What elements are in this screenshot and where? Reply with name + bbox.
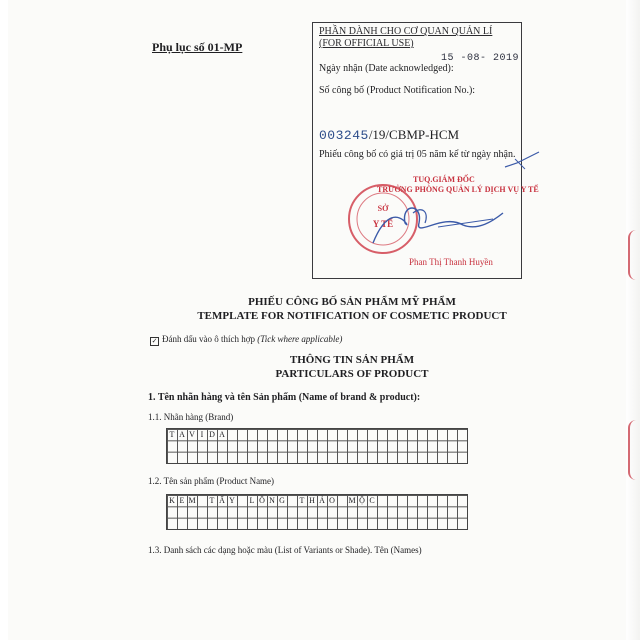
notification-number-suffix: /19/CBMP-HCM xyxy=(368,127,460,142)
section-title-en: PARTICULARS OF PRODUCT xyxy=(275,368,429,380)
notification-number-value: 003245 xyxy=(319,128,369,143)
grid-char xyxy=(237,495,247,506)
section-title-vn: THÔNG TIN SẢN PHẨM xyxy=(289,354,415,366)
question-1-3-label: 1.3. Danh sách các dạng hoặc màu (List of Variants or Shade). Tên (Names) xyxy=(148,545,422,555)
question-1-2-label: 1.2. Tên sản phẩm (Product Name) xyxy=(148,476,275,486)
grid-char: A xyxy=(179,430,185,439)
grid-char: T xyxy=(299,496,305,505)
official-header-vn: PHẦN DÀNH CHO CƠ QUAN QUẢN LÍ xyxy=(319,26,493,37)
grid-char: T xyxy=(169,430,175,439)
date-acknowledged-label: Ngày nhận (Date acknowledged): xyxy=(319,63,454,74)
question-1-1-label: 1.1. Nhãn hàng (Brand) xyxy=(148,412,234,422)
grid-char: D xyxy=(209,430,215,439)
checkbox-checked-icon: ✓ xyxy=(151,337,158,345)
appendix-label: Phụ lục số 01-MP xyxy=(152,40,243,54)
grid-char: N xyxy=(269,496,275,505)
grid-char: M xyxy=(348,496,356,505)
grid-char: Ả xyxy=(319,496,325,505)
notification-number xyxy=(319,127,459,143)
next-page-seal-edge xyxy=(628,230,638,280)
signer-name: Phan Thị Thanh Huyền xyxy=(409,257,493,267)
validity-note: Phiếu công bố có giá trị 05 năm kể từ ngày nhận. xyxy=(319,149,516,160)
document-page xyxy=(8,0,629,640)
grid-char: H xyxy=(309,496,315,505)
grid-char xyxy=(197,495,207,506)
pen-mark-icon xyxy=(503,149,543,171)
document-title-en: TEMPLATE FOR NOTIFICATION OF COSMETIC PRODUCT xyxy=(197,310,507,322)
grid-char: T xyxy=(209,496,215,505)
grid-char: L xyxy=(249,496,255,505)
tick-instruction xyxy=(150,334,342,346)
grid-char: K xyxy=(169,496,175,505)
tick-instruction-vn: Đánh dấu vào ô thích hợp xyxy=(162,334,255,344)
grid-char: O xyxy=(329,496,335,505)
grid-char xyxy=(287,495,297,506)
grid-char: Ô xyxy=(259,496,265,505)
official-header-en: (FOR OFFICIAL USE) xyxy=(319,38,414,49)
grid-char: Y xyxy=(229,496,235,505)
grid-char: M xyxy=(188,496,196,505)
svg-text:SỞ: SỞ xyxy=(377,204,389,213)
question-1-label: 1. Tên nhãn hàng và tên Sản phẩm (Name of brand & product): xyxy=(148,392,421,403)
brand-name-grid xyxy=(166,428,468,464)
date-stamp: 15 -08- 2019 xyxy=(441,53,520,64)
grid-char: G xyxy=(279,496,285,505)
page-edge xyxy=(626,0,640,640)
tick-instruction-en: (Tick where applicable) xyxy=(257,334,343,344)
signer-org: TRƯỞNG PHÒNG QUẢN LÝ DỊCH VỤ Y TẾ xyxy=(377,185,539,194)
grid-char: E xyxy=(179,496,185,505)
red-seal-icon xyxy=(343,183,523,263)
official-use-box xyxy=(312,22,539,279)
grid-char xyxy=(337,495,347,506)
grid-char: I xyxy=(200,430,204,439)
grid-char: C xyxy=(369,496,375,505)
official-seal-area xyxy=(343,171,539,271)
grid-char: Ẩ xyxy=(219,496,225,505)
product-name-value xyxy=(167,495,377,507)
document-title-vn: PHIẾU CÔNG BỐ SẢN PHẨM MỸ PHẨM xyxy=(248,296,456,308)
notification-number-label: Số công bố (Product Notification No.): xyxy=(319,85,476,96)
grid-char: Ộ xyxy=(359,496,365,505)
next-page-seal-edge xyxy=(628,420,638,480)
grid-char: A xyxy=(219,430,225,439)
brand-name-value xyxy=(167,429,227,441)
product-name-grid xyxy=(166,494,468,530)
svg-text:Y TẾ: Y TẾ xyxy=(372,219,394,229)
grid-char: V xyxy=(189,430,195,439)
signer-title: TUQ.GIÁM ĐỐC xyxy=(413,175,475,184)
